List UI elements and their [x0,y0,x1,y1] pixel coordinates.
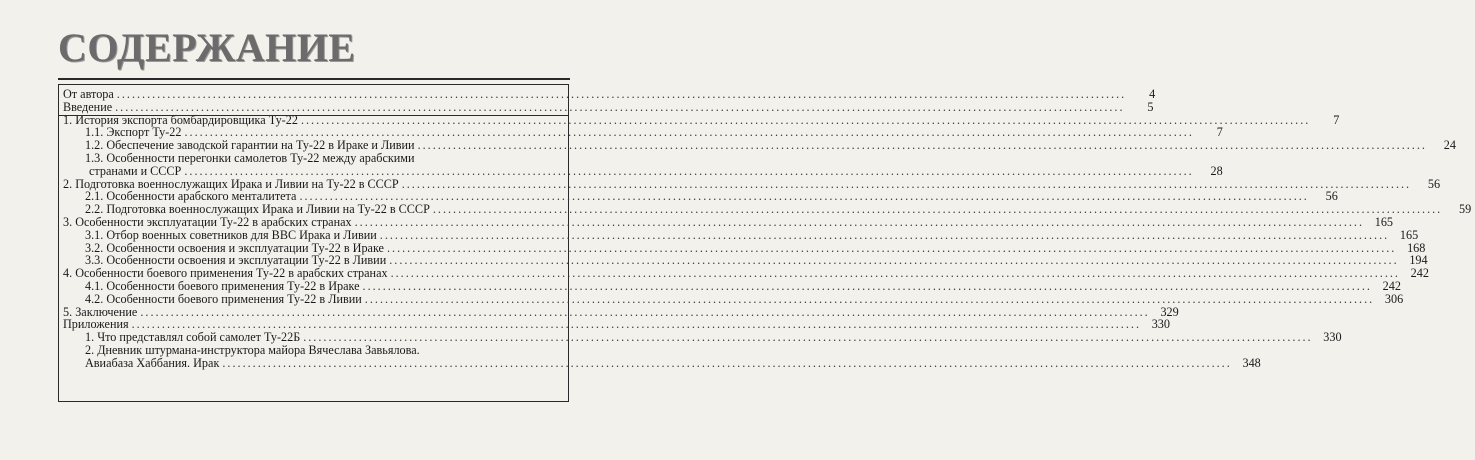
toc-entry-label: От автора [63,87,114,101]
toc-dot-leader: ........................................................................................................................................................................................................ [131,317,1141,332]
toc-entry-label: 1. История экспорта бомбардировщика Ту-22 [63,112,298,127]
toc-entry-label: 4.1. Особенности боевого применения Ту-22 в Ираке [85,278,360,293]
toc-row [59,227,1419,242]
toc-page-number: 306 [1384,291,1404,306]
toc-entry-label: 3.2. Особенности освоения и эксплуатации Ту-22 в Ираке [85,240,384,255]
toc-dot-leader: ........................................................................................................................................................................................................ [303,330,1313,345]
toc-row [59,278,1401,293]
toc-entry-label: 3. Особенности эксплуатации Ту-22 в арабских странах [63,214,352,229]
toc-row [59,355,1261,370]
toc-page-number: 24 [1443,138,1456,153]
toc-box [58,84,1472,402]
toc-dot-leader: ........................................................................................................................................................................................................ [390,266,1400,281]
toc-page-number: 56 [1427,176,1441,191]
toc-page-number: 56 [1325,189,1338,204]
toc-page-number: 5 [1147,99,1154,114]
toc-page-number: 7 [1333,112,1340,127]
toc-page-number: 4 [1149,87,1156,101]
toc-dot-leader: ........................................................................................................................................................................................................ [184,125,1194,140]
toc-entry-label: 4. Особенности боевого применения Ту-22 в арабских странах [63,266,388,281]
toc-entry-label: 2.2. Подготовка военнослужащих Ирака и Ливии на Ту-22 в СССР [85,202,430,217]
toc-entry-label: 2. Подготовка военнослужащих Ирака и Ливии на Ту-22 в СССР [63,176,399,191]
toc-dot-leader: ........................................................................................................................................................................................................ [116,87,1127,101]
toc-page-number: 165 [1374,214,1393,229]
toc-dot-leader: ........................................................................................................................................................................................................ [299,189,1309,204]
toc-row [59,344,568,357]
toc-dot-leader: ........................................................................................................................................................................................................ [362,278,1372,293]
toc-dot-leader: ........................................................................................................................................................................................................ [417,138,1427,153]
toc-page-number: 7 [1216,125,1223,140]
toc-dot-leader: ........................................................................................................................................................................................................ [432,202,1443,217]
toc-dot-leader: ........................................................................................................................................................................................................ [379,227,1390,242]
toc-dot-leader: ........................................................................................................................................................................................................ [364,291,1375,306]
toc-row [59,99,1154,114]
toc-page-number: 165 [1399,227,1419,242]
toc-entry-label: 1.1. Экспорт Ту-22 [85,125,182,140]
toc-row [59,87,1156,101]
toc-separator [59,115,568,116]
toc-entry-label: Введение [63,99,113,114]
page-title: СОДЕРЖАНИЕ [58,25,356,70]
toc-page-number: 59 [1459,202,1472,217]
toc-page-number: 168 [1407,240,1426,255]
toc-dot-leader: ........................................................................................................................................................................................................ [389,253,1399,268]
toc-page-number: 330 [1151,317,1170,332]
toc-row [59,163,1223,178]
toc-row [59,152,568,165]
toc-page-number: 194 [1409,253,1428,268]
toc-entry-label: 1.3. Особенности перегонки самолетов Ту-22 между арабскими [85,150,415,165]
toc-entry-label: 2. Дневник штурмана-инструктора майора Вячеслава Завьялова. [85,342,420,357]
toc-page-number: 348 [1242,355,1261,370]
toc-entry-label: 3.1. Отбор военных советников для ВВС Ирака и Ливии [85,227,377,242]
toc-row [59,214,1393,229]
toc-page-number: 329 [1160,304,1179,319]
toc-dot-leader: ........................................................................................................................................................................................................ [386,240,1397,255]
toc-dot-leader: ........................................................................................................................................................................................................ [184,163,1194,178]
toc-dot-leader: ........................................................................................................................................................................................................ [354,214,1364,229]
toc-dot-leader: ........................................................................................................................................................................................................ [300,112,1311,127]
title-rule [58,78,570,80]
toc-page-number: 28 [1210,163,1223,178]
toc-dot-leader: ........................................................................................................................................................................................................ [222,355,1232,370]
toc-entry-label: Авиабаза Хаббания. Ирак [85,355,220,370]
toc-page-number: 330 [1323,330,1342,345]
toc-entry-label: 3.3. Особенности освоения и эксплуатации Ту-22 в Ливии [85,253,387,268]
toc-dot-leader: ........................................................................................................................................................................................................ [140,304,1150,319]
toc-dot-leader: ........................................................................................................................................................................................................ [115,99,1125,114]
toc-page-number: 242 [1410,266,1429,281]
toc-entry-label: странами и СССР [89,163,182,178]
toc-row [59,291,1404,306]
toc-entry-label: 1.2. Обеспечение заводской гарантии на Ту-22 в Ираке и Ливии [85,138,415,153]
toc-entry-label: 1. Что представлял собой самолет Ту-22Б [85,330,301,345]
toc-entry-label: Приложения [63,317,129,332]
toc-entry-label: 2.1. Особенности арабского менталитета [85,189,297,204]
toc-entry-label: 4.2. Особенности боевого применения Ту-22 в Ливии [85,291,362,306]
toc-entry-label: 5. Заключение [63,304,138,319]
toc-dot-leader: ........................................................................................................................................................................................................ [401,176,1412,191]
toc-page-number: 242 [1382,278,1401,293]
